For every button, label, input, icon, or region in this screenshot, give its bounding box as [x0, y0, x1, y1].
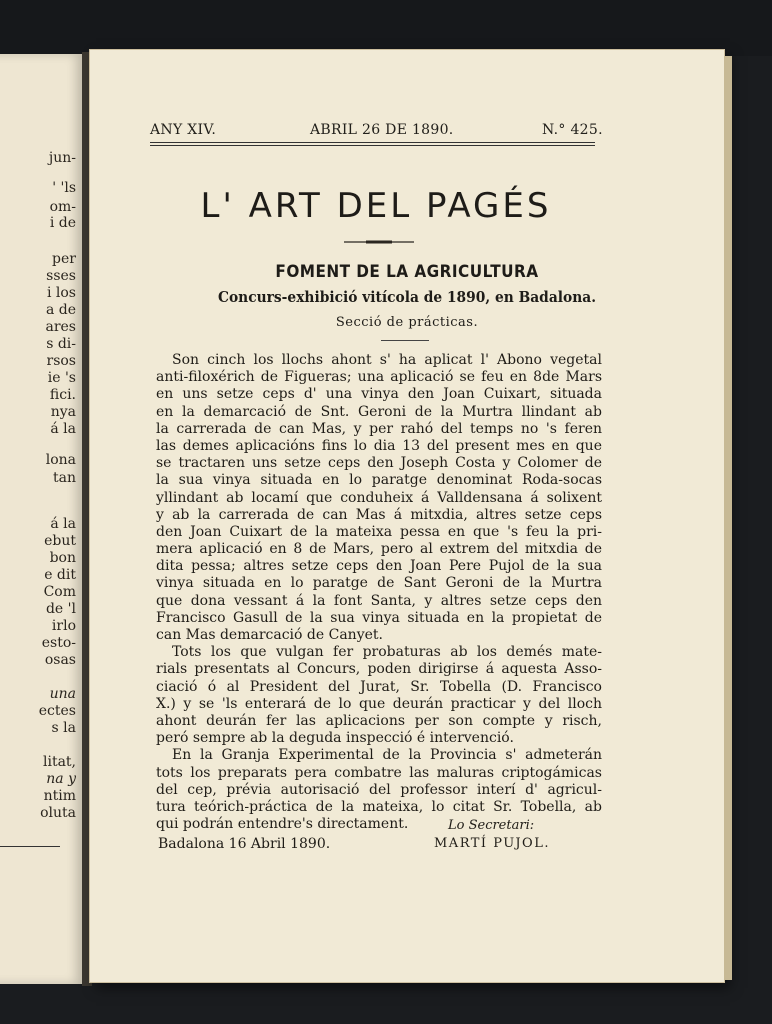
- body-line: ahont deurán fer las aplicacions per son compte y risch,: [156, 712, 602, 729]
- place-date: Badalona 16 Abril 1890.: [158, 836, 331, 852]
- header-rule-bottom: [150, 145, 595, 146]
- left-page-text: Com: [43, 584, 76, 600]
- left-page-text: á la: [50, 516, 76, 532]
- body-line: en la demarcació de Snt. Geroni de la Murtra llindant ab: [156, 403, 602, 420]
- body-line: yllindant ab locamí que conduheix á Valldensana á solixent: [156, 489, 602, 506]
- body-line: las demes aplicacións fins lo dia 13 del present mes en que: [156, 437, 602, 454]
- body-line: qui podrán entendre's directament.: [156, 816, 409, 833]
- body-line: Son cinch los llochs ahont s' ha aplicat l' Abono vegetal: [172, 352, 602, 368]
- scan-background: [0, 0, 772, 56]
- left-page-text: ntim: [43, 788, 76, 804]
- volume-label: ANY XIV.: [150, 122, 217, 138]
- left-page-text: sses: [46, 268, 76, 284]
- left-page-text: tan: [53, 470, 76, 486]
- left-page-text: esto-: [41, 635, 76, 651]
- body-line: en uns setze ceps d' una vinya den Joan Cuixart, situada: [156, 386, 602, 403]
- left-page-text: ectes: [38, 703, 76, 719]
- left-page-fragment: [0, 54, 84, 984]
- body-line: tura teórich-práctica de la mateixa, lo citat Sr. Tobella, ab: [156, 798, 602, 815]
- body-line: del cep, prévia autorisació del professor interí d' agricul-: [156, 781, 602, 798]
- left-page-text: lona: [45, 452, 76, 468]
- ornament-divider: [344, 240, 414, 244]
- body-line: ciació ó al President del Jurat, Sr. Tobella (D. Francisco: [156, 678, 602, 695]
- newspaper-page: [90, 50, 724, 982]
- left-page-text: á la: [50, 421, 76, 437]
- body-line: peró sempre ab la deguda inspecció é intervenció.: [156, 730, 514, 747]
- left-page-text: nya: [50, 404, 76, 420]
- left-page-text: e dit: [44, 567, 76, 583]
- body-line: que dona vessant á la font Santa, y altres setze ceps den: [156, 592, 602, 609]
- left-page-text: ie 's: [47, 370, 76, 386]
- left-page-text: oluta: [40, 805, 76, 821]
- section-title: FOMENT DE LA AGRICULTURA: [275, 262, 539, 282]
- body-line: can Mas demarcació de Canyet.: [156, 627, 383, 643]
- section-subtitle: Concurs-exhibició vitícola de 1890, en Badalona.: [217, 288, 597, 306]
- left-page-text: i de: [49, 215, 76, 231]
- left-page-text: rsos: [46, 353, 76, 369]
- body-line: den Joan Cuixart de la mateixa pessa en que 's feu la pri-: [156, 523, 602, 540]
- left-page-text: s di-: [46, 336, 76, 352]
- body-line: anti-filoxérich de Figueras; una aplicació se feu en 8de Mars: [156, 369, 602, 386]
- masthead-title: L' ART DEL PAGÉS: [200, 186, 552, 226]
- left-page-text: s la: [51, 720, 76, 736]
- left-page-rule: [0, 846, 60, 847]
- body-line: dita pessa; altres setze ceps den Joan Pere Pujol de la sua: [156, 558, 602, 575]
- left-page-text: irlo: [51, 618, 76, 634]
- body-line: Tots los que vulgan fer probaturas ab los demés mate-: [172, 644, 602, 661]
- left-page-text: ' 'ls: [52, 180, 76, 196]
- left-page-text: osas: [44, 652, 76, 668]
- left-page-text: per: [52, 251, 76, 267]
- left-page-text: de 'l: [45, 601, 76, 617]
- left-page-text: na y: [46, 771, 76, 787]
- left-page-text: bon: [49, 550, 76, 566]
- signature-label: Lo Secretari:: [448, 818, 535, 833]
- left-page-text: litat,: [42, 754, 76, 770]
- body-line: se tractaren uns setze ceps den Joseph Costa y Colomer de: [156, 455, 602, 472]
- left-page-text: jun-: [48, 150, 76, 166]
- left-page-text: i los: [46, 285, 76, 301]
- left-page-text: ebut: [44, 533, 76, 549]
- header-rule-top: [150, 142, 595, 143]
- body-line: mera aplicació en 8 de Mars, pero al extrem del mitxdia de: [156, 541, 602, 558]
- left-page-text: una: [49, 686, 76, 702]
- body-line: vinya situada en lo paratge de Sant Geroni de la Murtra: [156, 575, 602, 592]
- body-line: rials presentats al Concurs, poden dirigirse á aquesta Asso-: [156, 661, 602, 678]
- article-body: [156, 352, 602, 833]
- body-line: y ab la carrerada de can Mas á mitxdia, altres setze ceps: [156, 506, 602, 523]
- body-line: la sua vinya situada en lo paratge denominat Roda-socas: [156, 472, 602, 489]
- left-page-text: fici.: [49, 387, 76, 403]
- body-line: Francisco Gasull de la sua vinya situada en la propietat de: [156, 609, 602, 626]
- body-line: la carrerada de can Mas, y per rahó del temps no 's feren: [156, 420, 602, 437]
- issue-number: N.° 425.: [542, 122, 603, 138]
- left-page-text: a de: [45, 302, 76, 318]
- body-line: En la Granja Experimental de la Provincia s' admeterán: [172, 747, 602, 764]
- body-line: X.) y se 'ls enterará de lo que deurán practicar y del lloch: [156, 695, 602, 712]
- subheading-rule: [381, 340, 429, 341]
- page-edge: [724, 56, 732, 980]
- section-subheading: Secció de prácticas.: [335, 315, 479, 330]
- signature-name: MARTÍ PUJOL.: [434, 836, 550, 851]
- body-line: tots los preparats pera combatre las maluras criptogámicas: [156, 764, 602, 781]
- left-page-text: om-: [49, 199, 76, 215]
- left-page-text: ares: [45, 319, 76, 335]
- issue-date: ABRIL 26 DE 1890.: [310, 122, 454, 138]
